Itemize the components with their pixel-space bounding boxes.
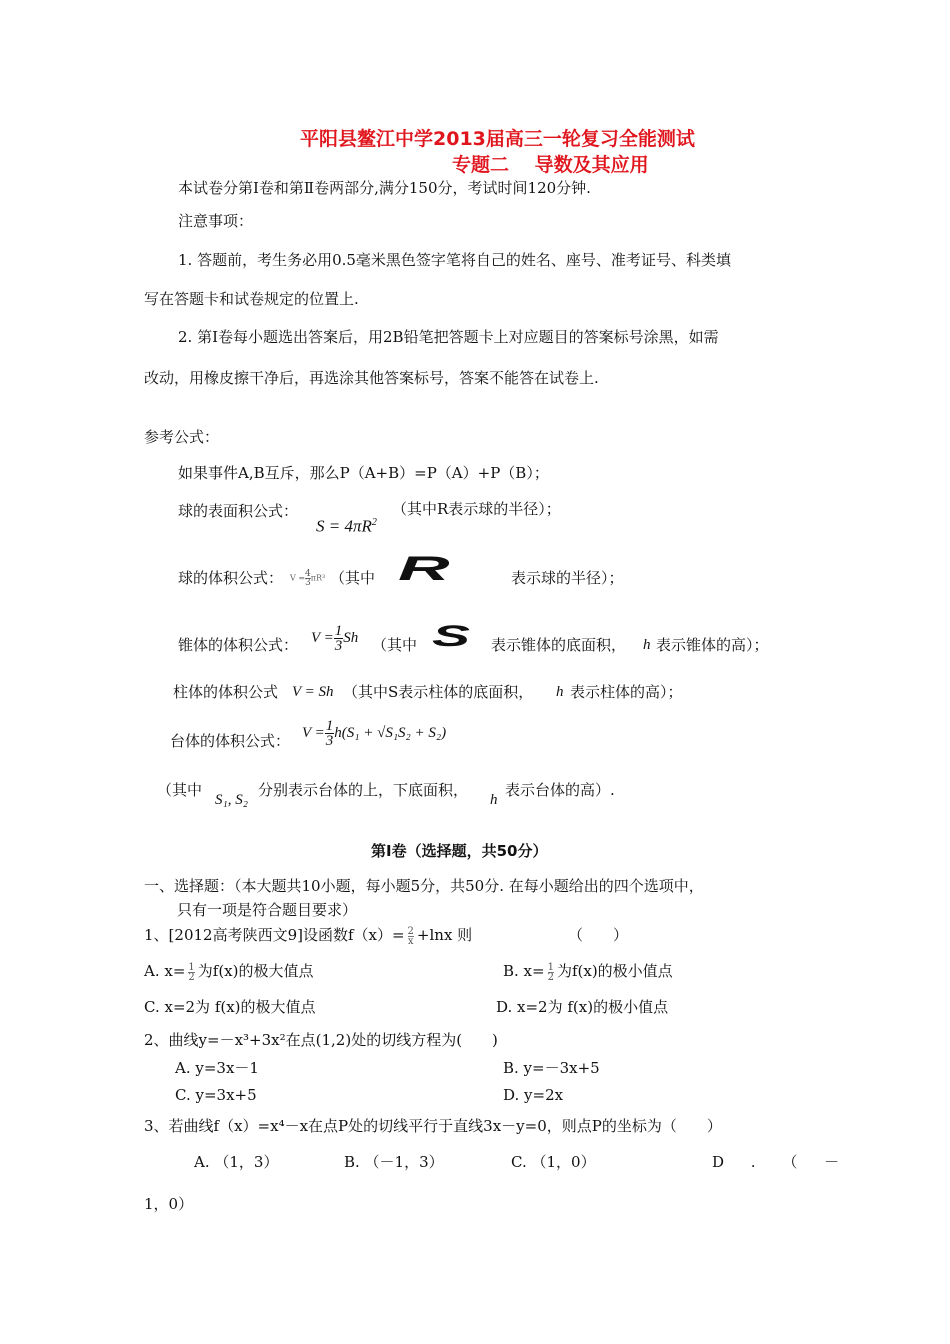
- cone-h: h: [643, 637, 651, 653]
- title-line-2: 专题二 导数及其应用: [452, 154, 649, 176]
- cylinder-label: 柱体的体积公式: [173, 683, 279, 701]
- question-3-option-d-continued: 1，0）: [144, 1195, 194, 1213]
- question-2-stem: 2、曲线y=－x³+3x²在点(1,2)处的切线方程为( ): [144, 1031, 498, 1049]
- question-2-option-c: C. y=3x+5: [175, 1086, 257, 1104]
- notice-heading: 注意事项：: [178, 212, 254, 230]
- cylinder-h: h: [556, 684, 564, 700]
- sphere-volume-tiny-formula: V = $\frac{4}{3}$ πR³: [290, 569, 326, 588]
- sphere-volume-radius-glyph: R: [398, 550, 450, 588]
- section-instructions-line-2: 只有一项是符合题目要求）: [177, 901, 358, 919]
- formulas-heading: 参考公式：: [144, 428, 220, 446]
- sphere-area-formula: $S = 4\pi R^2$: [316, 516, 377, 536]
- cone-mid: （其中: [372, 636, 418, 654]
- frustum-note-c: 表示台体的高）.: [505, 781, 615, 799]
- cylinder-note-b: 表示柱体的高）；: [570, 683, 683, 701]
- question-1-option-a: A. x= $\frac{1}{2}$ 为f(x)的极大值点: [144, 961, 314, 983]
- cylinder-note-a: （其中S表示柱体的底面积，: [343, 683, 534, 701]
- frustum-label: 台体的体积公式：: [170, 732, 291, 750]
- cone-note-a: 表示锥体的底面积，: [491, 636, 627, 654]
- question-3-option-b: B. （－1，3）: [344, 1153, 444, 1171]
- question-1-stem: 1、[2012高考陕西文9]设函数f（x）= $\frac{2}{x}$ +lnx 则: [144, 925, 473, 947]
- formula-mutex: 如果事件A,B互斥，那么P（A+B）=P（A）+P（B）；: [178, 464, 549, 482]
- frustum-s: S₁, S₂: [215, 792, 248, 808]
- frustum-h: h: [490, 792, 498, 808]
- section-instructions-line-1: 一、选择题：（本大题共10小题，每小题5分，共50分. 在每小题给出的四个选项中，: [144, 877, 704, 895]
- notice-item-2-line-1: 2. 第Ⅰ卷每小题选出答案后，用2B铅笔把答题卡上对应题目的答案标号涂黑，如需: [178, 328, 719, 346]
- notice-item-1-line-2: 写在答题卡和试卷规定的位置上.: [144, 290, 359, 308]
- sphere-area-label: 球的表面积公式：: [178, 502, 299, 520]
- sphere-volume-label: 球的体积公式：: [178, 569, 284, 587]
- question-3-option-d: D . （ －: [712, 1153, 840, 1171]
- question-2-option-a: A. y=3x－1: [175, 1059, 259, 1077]
- title-line-1: 平阳县鳌江中学2013届高三一轮复习全能测试: [300, 128, 695, 150]
- sphere-volume-note: 表示球的半径）；: [511, 569, 624, 587]
- question-2-option-d: D. y=2x: [503, 1086, 564, 1104]
- cone-label: 锥体的体积公式：: [178, 636, 299, 654]
- notice-item-2-line-2: 改动，用橡皮擦干净后，再选涂其他答案标号，答案不能答在试卷上.: [144, 369, 599, 387]
- frustum-note-a: （其中: [157, 781, 203, 799]
- question-1-option-d: D. x=2为 f(x)的极小值点: [496, 998, 669, 1016]
- intro: 本试卷分第Ⅰ卷和第Ⅱ卷两部分,满分150分，考试时间120分钟.: [178, 179, 591, 197]
- sphere-area-note: （其中R表示球的半径）；: [392, 500, 561, 518]
- cylinder-formula: V = Sh: [292, 684, 334, 700]
- question-3-stem: 3、若曲线f（x）=x⁴－x在点P处的切线平行于直线3x－y=0，则点P的坐标为（ ）: [144, 1117, 722, 1135]
- sphere-volume-mid: （其中: [330, 569, 376, 587]
- cone-base-glyph: S: [432, 620, 471, 653]
- question-3-option-a: A. （1，3）: [194, 1153, 279, 1171]
- frustum-formula: V = $\frac{1}{3}$ h(S₁ + √S₁S₂ + S₂): [302, 718, 447, 749]
- question-1-answer-paren: （ ）: [568, 926, 629, 944]
- frustum-note-b: 分别表示台体的上，下底面积，: [258, 781, 469, 799]
- cone-note-b: 表示锥体的高）；: [656, 636, 769, 654]
- section-heading: 第Ⅰ卷（选择题，共50分）: [371, 842, 548, 860]
- notice-item-1-line-1: 1. 答题前，考生务必用0.5毫米黑色签字笔将自己的姓名、座号、准考证号、科类填: [178, 251, 731, 269]
- question-3-option-c: C. （1，0）: [511, 1153, 596, 1171]
- question-1-option-b: B. x= $\frac{1}{2}$ 为f(x)的极小值点: [503, 961, 673, 983]
- question-1-option-c: C. x=2为 f(x)的极大值点: [144, 998, 316, 1016]
- question-2-option-b: B. y=－3x+5: [503, 1059, 600, 1077]
- cone-formula: V = $\frac{1}{3}$ Sh: [311, 623, 359, 654]
